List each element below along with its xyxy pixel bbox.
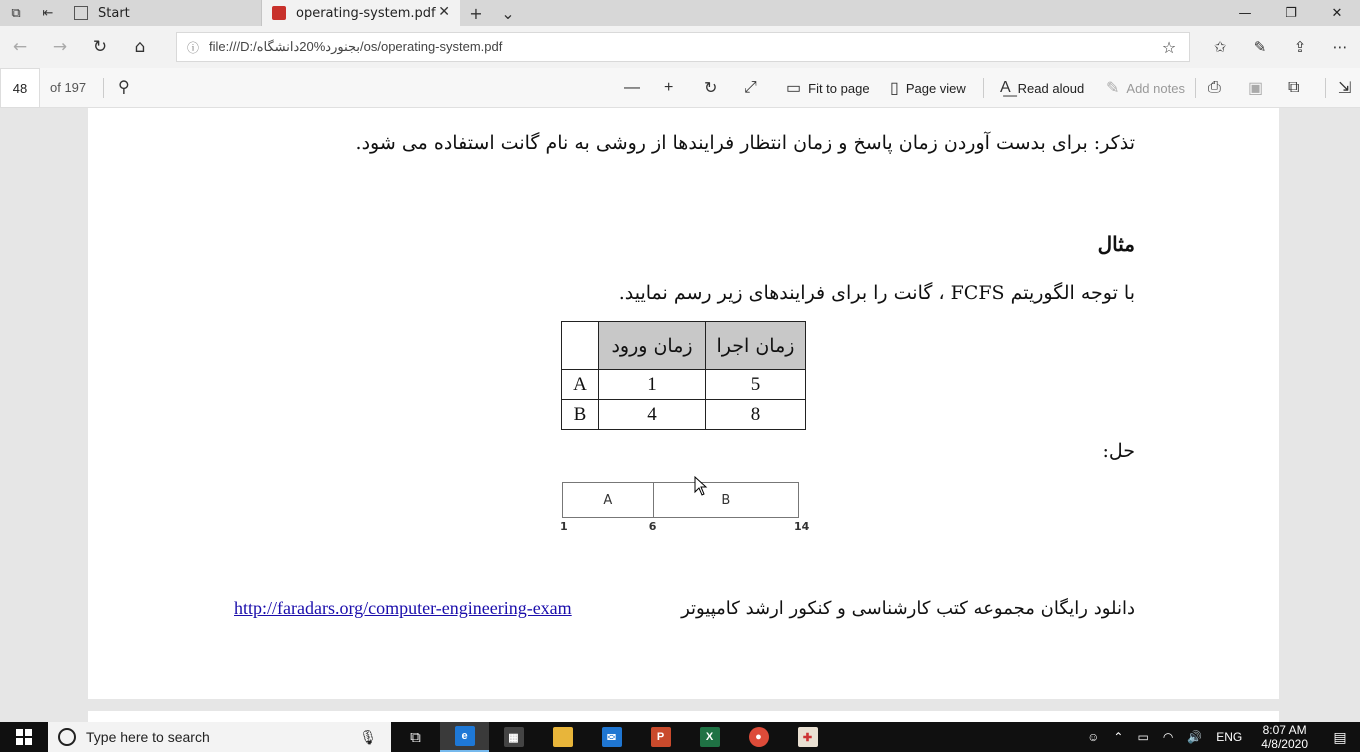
divider	[1325, 78, 1326, 98]
gantt-block: A	[562, 482, 654, 518]
add-notes-label: Add notes	[1126, 80, 1185, 96]
mouse-cursor-icon	[694, 476, 708, 496]
table-row	[562, 400, 806, 430]
people-icon[interactable]: ☺	[1087, 730, 1100, 744]
add-notes-icon: ✎	[1106, 80, 1120, 97]
clock[interactable]	[1249, 723, 1320, 751]
back-icon[interactable]: ←	[12, 37, 28, 57]
solution-label: حل:	[1102, 440, 1135, 462]
taskbar-search[interactable]	[48, 722, 391, 752]
clock-date: 4/8/2020	[1261, 737, 1308, 751]
fullscreen-icon[interactable]: ⤢	[744, 79, 757, 96]
page-view-button[interactable]	[890, 68, 966, 108]
search-icon[interactable]: ⚲	[118, 79, 130, 96]
tab-active-label: operating-system.pdf	[296, 5, 436, 21]
divider	[983, 78, 984, 98]
print-icon[interactable]: ⎙	[1208, 79, 1221, 96]
table-cell: 5	[706, 370, 806, 400]
read-aloud-icon: A͟	[1000, 79, 1011, 96]
table-cell: 8	[706, 400, 806, 430]
window-controls	[1222, 0, 1360, 26]
chrome-app-icon[interactable]: ●	[734, 722, 783, 752]
fit-to-page-label: Fit to page	[808, 80, 870, 96]
gantt-tick-label: 14	[794, 520, 810, 533]
question-text: با توجه الگوریتم FCFS ، گانت را برای فرایندهای زیر رسم نمایید.	[618, 282, 1135, 304]
close-tab-icon[interactable]: ✕	[438, 4, 450, 20]
rotate-icon[interactable]: ↻	[704, 80, 718, 97]
new-tab-icon[interactable]: +	[469, 3, 483, 23]
page-number-input[interactable]: 48	[0, 68, 40, 108]
chevron-up-icon[interactable]: ⌃	[1113, 730, 1124, 744]
gantt-block: B	[653, 482, 799, 518]
close-window-icon[interactable]: ✕	[1331, 5, 1343, 21]
edge-app-icon[interactable]: e	[440, 722, 489, 752]
footer-text: دانلود رایگان مجموعه کتب کارشناسی و کنکور ارشد کامپیوتر	[681, 598, 1135, 619]
table-header-row	[562, 322, 806, 370]
tab-start-label: Start	[98, 5, 130, 21]
address-bar	[0, 26, 1360, 68]
taskbar	[0, 722, 1360, 752]
pdf-page	[88, 108, 1279, 699]
process-table	[561, 321, 806, 430]
page-view-label: Page view	[905, 80, 966, 96]
set-aside-tabs-icon[interactable]: ⇤	[42, 5, 54, 21]
footer-link[interactable]: http://faradars.org/computer-engineering-exam	[234, 598, 572, 618]
search-placeholder: Type here to search	[86, 729, 210, 745]
page-total: of 197	[50, 80, 87, 95]
notifications-icon[interactable]: ▤	[1333, 728, 1347, 745]
network-icon[interactable]: ◠	[1162, 730, 1174, 744]
pin-toolbar-icon[interactable]: ⇲	[1338, 80, 1352, 97]
table-header-cell: زمان ورود	[599, 322, 706, 370]
note-text: تذکر: برای بدست آوردن زمان پاسخ و زمان انتظار فرایندها از روشی به نام گانت استفاده می شود.	[355, 132, 1135, 154]
task-view-icon[interactable]: ⧉	[410, 728, 421, 746]
fit-to-page-icon: ▭	[786, 80, 802, 97]
refresh-icon[interactable]: ↻	[92, 37, 108, 57]
restore-icon[interactable]: ❐	[1285, 5, 1297, 21]
read-aloud-button[interactable]	[1000, 68, 1084, 108]
table-cell: 4	[599, 400, 706, 430]
add-notes-button[interactable]	[1106, 68, 1185, 108]
read-aloud-label: Read aloud	[1017, 80, 1085, 96]
minimize-icon[interactable]: —	[1238, 5, 1252, 21]
home-icon[interactable]: ⌂	[134, 37, 146, 57]
url-text: file:///D:/بجنورد%20دانشگاه/os/operating-system.pdf	[209, 39, 503, 54]
tab-operating-system-pdf[interactable]	[262, 0, 460, 26]
zoom-in-icon[interactable]: +	[664, 79, 674, 96]
gantt-chart	[560, 482, 810, 533]
table-row	[562, 370, 806, 400]
table-cell: B	[562, 400, 599, 430]
powerpoint-app-icon[interactable]: P	[636, 722, 685, 752]
table-cell: A	[562, 370, 599, 400]
fit-to-page-button[interactable]	[786, 68, 870, 108]
more-icon[interactable]: ⋯	[1332, 38, 1348, 56]
browser-tools	[1200, 26, 1360, 68]
table-header-cell	[562, 322, 599, 370]
table-cell: 1	[599, 370, 706, 400]
divider	[1195, 78, 1196, 98]
save-icon[interactable]: ▣	[1248, 80, 1264, 97]
clock-time: 8:07 AM	[1262, 723, 1307, 737]
gantt-tick-label: 6	[648, 520, 657, 533]
pen-icon[interactable]: ✎	[1253, 38, 1267, 56]
tab-bar	[0, 0, 1360, 26]
divider	[103, 78, 104, 98]
info-icon[interactable]: ⓘ	[186, 40, 199, 55]
cortana-icon	[58, 728, 76, 746]
zoom-out-icon[interactable]: —	[624, 79, 640, 96]
example-heading: مثال	[1097, 232, 1135, 256]
mail-app-icon[interactable]: ✉	[587, 722, 636, 752]
favorite-star-icon[interactable]: ☆	[1161, 37, 1177, 57]
tab-preview-icon[interactable]: ⧉	[11, 5, 21, 21]
volume-icon[interactable]: 🔊	[1187, 730, 1203, 744]
windows-start-icon[interactable]	[0, 722, 48, 752]
save-as-icon[interactable]: ⧉	[1288, 79, 1300, 96]
paint-app-icon[interactable]: ✚	[783, 722, 832, 752]
file-explorer-icon[interactable]	[538, 722, 587, 752]
language-indicator[interactable]: ENG	[1216, 730, 1243, 744]
share-icon[interactable]: ⇪	[1293, 38, 1307, 56]
chevron-down-icon[interactable]: ⌄	[501, 3, 515, 23]
store-app-icon[interactable]: ▦	[489, 722, 538, 752]
microphone-icon[interactable]: 🎙	[359, 728, 377, 745]
url-field[interactable]	[176, 32, 1190, 62]
pdf-icon	[272, 6, 286, 20]
page-view-icon: ▯	[890, 80, 899, 97]
table-header-cell: زمان اجرا	[706, 322, 806, 370]
forward-icon[interactable]: →	[52, 37, 68, 57]
excel-app-icon[interactable]: X	[685, 722, 734, 752]
tab-start[interactable]	[64, 0, 262, 26]
pdf-toolbar	[0, 68, 1360, 108]
page-icon	[74, 6, 88, 20]
system-tray	[1080, 722, 1360, 752]
battery-icon[interactable]: ▭	[1137, 730, 1149, 744]
favorites-icon[interactable]: ✩	[1213, 38, 1227, 56]
gantt-tick-label: 1	[560, 520, 568, 533]
